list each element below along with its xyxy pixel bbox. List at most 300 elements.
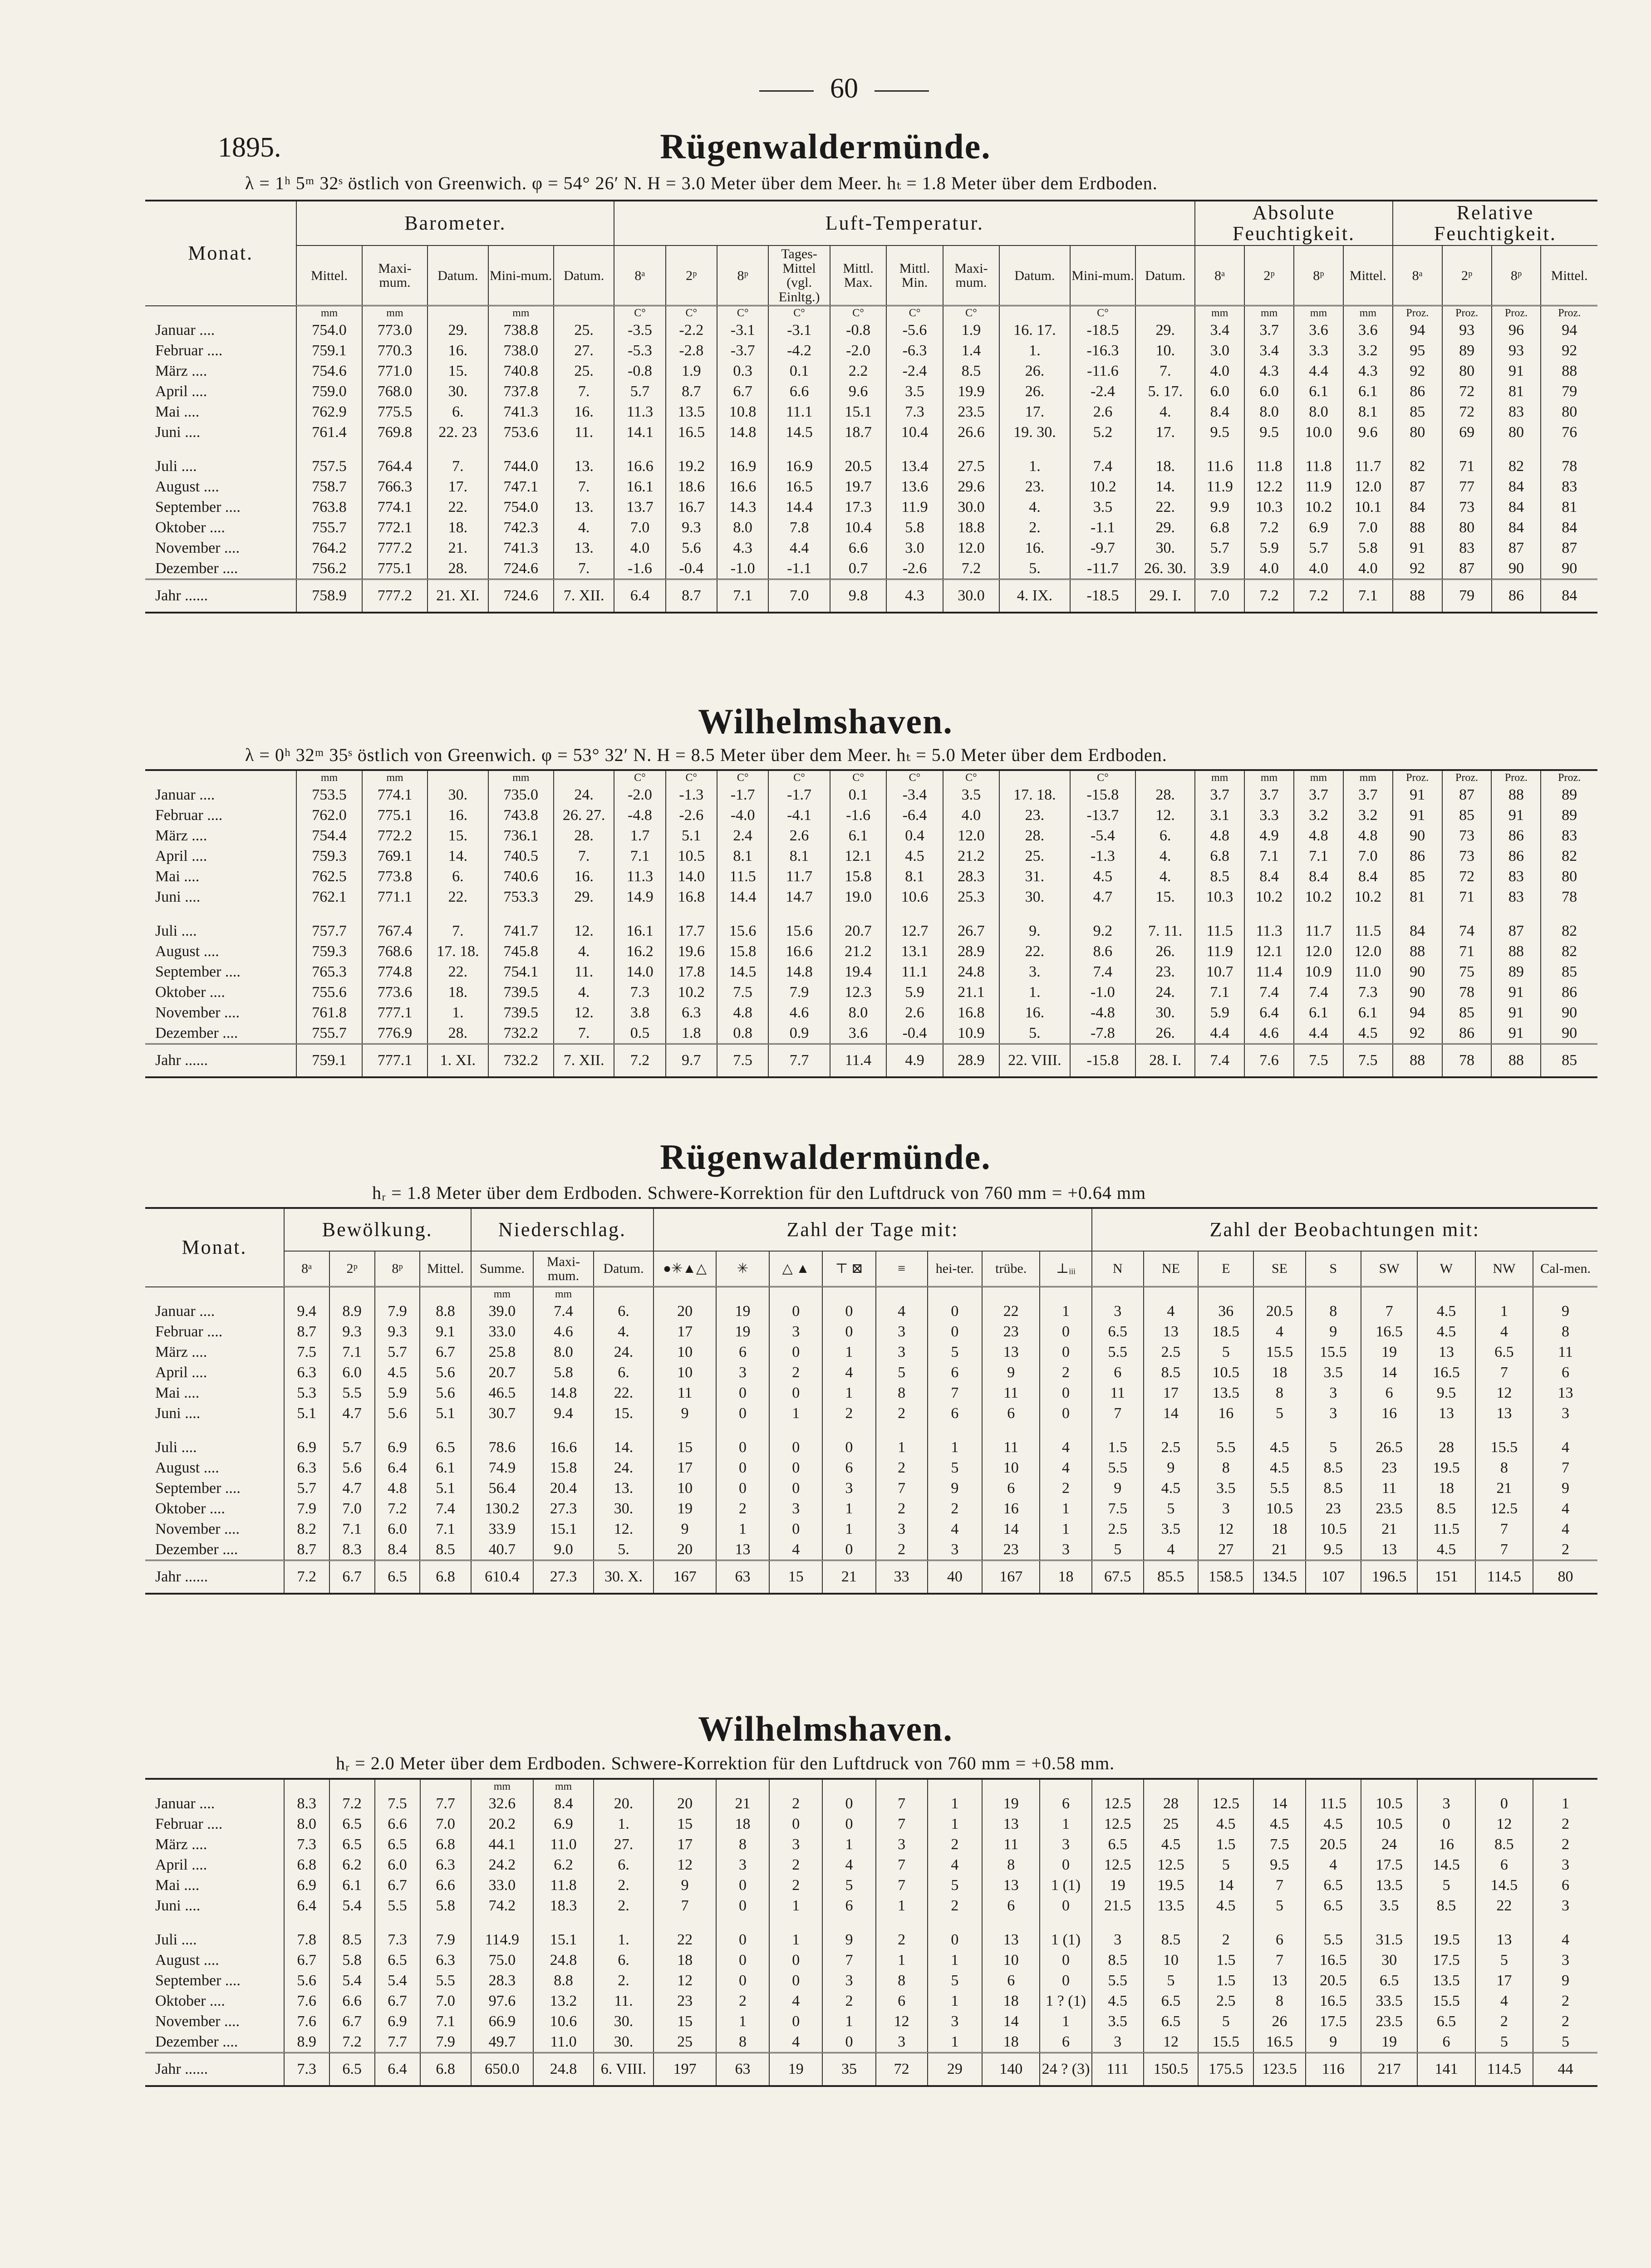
spacer: [284, 1424, 329, 1437]
table-cell: 16.6: [768, 941, 830, 962]
table-cell: 7: [654, 1895, 716, 1916]
table-cell: 3.1: [1195, 805, 1244, 825]
table-cell: 8: [1253, 1383, 1305, 1403]
month-name: August: [155, 478, 200, 495]
table-row: [145, 887, 1597, 907]
table-cell: 9.4: [533, 1403, 594, 1424]
table-cell: 3: [928, 1539, 982, 1561]
table-cell: -5.6: [886, 320, 943, 340]
table-cell: 31.: [999, 866, 1070, 887]
table-cell: 4: [928, 1855, 982, 1875]
table-cell: 13: [1533, 1383, 1597, 1403]
table-cell: 754.6: [296, 361, 362, 381]
table-cell: 80: [1442, 517, 1492, 538]
table-cell: 30.: [1135, 538, 1195, 558]
table-cell: 83: [1492, 402, 1541, 422]
table-cell: 14.0: [666, 866, 717, 887]
table-cell: 761.4: [296, 422, 362, 442]
month-label: September ....: [155, 1479, 241, 1497]
table-cell: 30.0: [943, 497, 999, 517]
table-cell: 22: [1475, 1895, 1533, 1916]
table-cell: 6.0: [1195, 381, 1244, 402]
table-cell: 71: [1442, 941, 1492, 962]
unit-cell: [928, 1287, 982, 1301]
unit-cell: Proz.: [1492, 306, 1541, 320]
table-cell: 1.8: [666, 1023, 717, 1044]
spacer: [830, 442, 886, 456]
month-label: März ....: [155, 1836, 207, 1853]
table-cell: 2: [1040, 1362, 1091, 1383]
unit-cell: [769, 1287, 822, 1301]
table-cell: 2.6: [768, 825, 830, 846]
table-cell: 23.: [999, 476, 1070, 497]
header1-col-14: Datum.: [1135, 245, 1195, 306]
table-cell: 9.2: [1070, 921, 1135, 941]
unit-cell: [999, 771, 1070, 785]
table-cell: 5.5: [1092, 1458, 1144, 1478]
table-cell: 8.5: [420, 1539, 471, 1561]
table-cell: -1.3: [666, 785, 717, 805]
table-cell: 12.0: [943, 825, 999, 846]
unit-cell: C°: [768, 771, 830, 785]
table-cell: 22.: [999, 941, 1070, 962]
table-cell: 3.6: [830, 1023, 886, 1044]
spacer: [886, 442, 943, 456]
table-cell: 10: [654, 1478, 716, 1498]
table-cell: 2: [1533, 1991, 1597, 2011]
spacer: [1253, 1916, 1305, 1929]
table-cell: 0: [928, 1929, 982, 1950]
table-cell: 8.1: [717, 846, 768, 866]
spacer: [284, 1916, 329, 1929]
table-cell: 4.: [1135, 402, 1195, 422]
table-cell: 12.: [554, 1002, 614, 1023]
table-cell: 8.0: [717, 517, 768, 538]
page-number: 60: [717, 73, 971, 105]
month-name: Mai: [155, 1384, 180, 1401]
table-cell: -2.4: [1070, 381, 1135, 402]
unit-cell: mm: [1195, 771, 1244, 785]
table-cell: 16.: [999, 1002, 1070, 1023]
group-niederschlag: Niederschlag.: [471, 1209, 654, 1251]
table-cell: 84: [1492, 476, 1541, 497]
table-cell: 6.7: [420, 1342, 471, 1362]
table-cell: 14: [1144, 1403, 1198, 1424]
table-cell: 2.6: [1070, 402, 1135, 422]
spacer: [375, 1916, 420, 1929]
table-cell: 19.9: [943, 381, 999, 402]
table-cell: 9: [1533, 1301, 1597, 1321]
table-cell: 7: [876, 1875, 928, 1895]
table-cell: 3: [876, 1321, 928, 1342]
table-cell: 732.2: [488, 1023, 554, 1044]
unit-cell: [594, 1287, 654, 1301]
table-cell: 4: [769, 2032, 822, 2053]
spacer: [1244, 907, 1294, 921]
units-row: [145, 1780, 1597, 1793]
table-cell: 759.0: [296, 381, 362, 402]
jahr-cell: 6. VIII.: [594, 2053, 654, 2086]
table-cell: 3: [876, 2032, 928, 2053]
table-cell: 6.3: [420, 1855, 471, 1875]
table-cell: 78: [1541, 887, 1597, 907]
unit-cell: C°: [717, 306, 768, 320]
table-cell: 2: [876, 1403, 928, 1424]
table-cell: 5.7: [329, 1437, 375, 1458]
table-cell: 4.4: [1195, 1023, 1244, 1044]
table-cell: 6.5: [375, 1834, 420, 1855]
table-cell: 1: [822, 1383, 875, 1403]
table-cell: 5.7: [614, 381, 665, 402]
spacer: [1475, 1424, 1533, 1437]
table-cell: 764.4: [362, 456, 427, 476]
table-cell: 0: [822, 1814, 875, 1834]
table-cell: 4.5: [375, 1362, 420, 1383]
jahr-cell: 777.2: [362, 579, 427, 612]
table-cell: 26.: [999, 381, 1070, 402]
table-3-frame: [145, 1207, 1597, 1595]
unit-cell: C°: [666, 771, 717, 785]
table-cell: 15.5: [1198, 2032, 1253, 2053]
table-cell: 3: [1092, 1929, 1144, 1950]
spacer: [594, 1916, 654, 1929]
group-zahl-der-tage: Zahl der Tage mit:: [654, 1209, 1091, 1251]
jahr-cell: 6.8: [420, 2053, 471, 2086]
table-cell: 9.5: [1417, 1383, 1475, 1403]
table-cell: 24.: [594, 1342, 654, 1362]
table-cell: 12: [1475, 1383, 1533, 1403]
table-cell: 1.5: [1198, 1970, 1253, 1991]
table-cell: 11: [982, 1383, 1040, 1403]
table-cell: 0.8: [717, 1023, 768, 1044]
month-label: März ....: [155, 827, 207, 844]
table-cell: 5: [1306, 1437, 1361, 1458]
table-cell: 8.2: [284, 1519, 329, 1539]
table-cell: 9.: [999, 921, 1070, 941]
table-cell: 7.1: [329, 1342, 375, 1362]
table-cell: 9: [654, 1403, 716, 1424]
table-cell: 4.3: [717, 538, 768, 558]
header1-col-1: Maxi-mum.: [362, 245, 427, 306]
table-cell: 74: [1442, 921, 1492, 941]
table-cell: 2: [1475, 2011, 1533, 2032]
table-cell: 13: [982, 1814, 1040, 1834]
table-cell: 71: [1442, 887, 1492, 907]
table-cell: 2.5: [1144, 1437, 1198, 1458]
table-cell: 11: [1361, 1478, 1417, 1498]
table-cell: 2.2: [830, 361, 886, 381]
table-cell: 87: [1541, 538, 1597, 558]
table-cell: 10.4: [886, 422, 943, 442]
month-label: April ....: [155, 1364, 207, 1381]
jahr-cell: 9.8: [830, 579, 886, 612]
table-cell: 10.6: [533, 2011, 594, 2032]
table-cell: 2: [876, 1458, 928, 1478]
table-cell: 66.9: [471, 2011, 534, 2032]
jahr-label: Jahr ......: [145, 1561, 284, 1593]
table-cell: 0: [822, 2032, 875, 2053]
table-cell: 13.5: [1361, 1875, 1417, 1895]
table-cell: 2.6: [886, 1002, 943, 1023]
spacer: [554, 442, 614, 456]
month-name: September: [155, 1972, 221, 1989]
spacer: [768, 442, 830, 456]
spacer: [876, 1424, 928, 1437]
table-cell: 21.1: [943, 982, 999, 1002]
table-cell: 0: [1417, 1814, 1475, 1834]
table-cell: 9.6: [830, 381, 886, 402]
jahr-label: Jahr ......: [145, 2053, 284, 2086]
table-cell: 19: [654, 1498, 716, 1519]
table-cell: 30.: [594, 2032, 654, 2053]
table-cell: 27.5: [943, 456, 999, 476]
table-cell: 12.5: [1092, 1793, 1144, 1814]
table-cell: 7.0: [420, 1814, 471, 1834]
table-cell: 3.4: [1244, 340, 1294, 361]
month-name: Februar: [155, 342, 203, 359]
table-cell: 6.2: [329, 1855, 375, 1875]
spacer-row: [145, 1424, 1597, 1437]
table-cell: 12.0: [1343, 941, 1393, 962]
table-cell: 6.5: [329, 1814, 375, 1834]
table-cell: 30.: [427, 785, 488, 805]
table-cell: 6: [716, 1342, 769, 1362]
table-cell: 7.9: [420, 2032, 471, 2053]
table-cell: 7: [876, 1814, 928, 1834]
table-cell: 6: [1253, 1929, 1305, 1950]
table-cell: 4: [1533, 1498, 1597, 1519]
unit-cell: [876, 1287, 928, 1301]
table-cell: 93: [1442, 320, 1492, 340]
table-cell: 28: [1144, 1793, 1198, 1814]
jahr-cell: 7.2: [1294, 579, 1343, 612]
table-cell: 13.5: [1417, 1970, 1475, 1991]
month-label: November ....: [155, 2013, 240, 2030]
table-cell: 0.7: [830, 558, 886, 579]
table-cell: 1 (1): [1040, 1929, 1091, 1950]
table-cell: 14.7: [768, 887, 830, 907]
table-cell: 0: [769, 2011, 822, 2032]
jahr-cell: 7.7: [768, 1044, 830, 1077]
table-cell: 2: [876, 1498, 928, 1519]
table-cell: 766.3: [362, 476, 427, 497]
table-cell: 2: [769, 1855, 822, 1875]
spacer: [554, 907, 614, 921]
table-cell: 83: [1541, 476, 1597, 497]
table-cell: 4: [1040, 1437, 1091, 1458]
jahr-name: Jahr: [155, 1052, 181, 1069]
jahr-cell: 88: [1491, 1044, 1541, 1077]
table-cell: 1: [928, 1950, 982, 1970]
table-cell: 29.: [1135, 517, 1195, 538]
table-cell: 24.2: [471, 1855, 534, 1875]
table-cell: 17.7: [666, 921, 717, 941]
month-label: April ....: [155, 1856, 207, 1873]
spacer-row: [145, 1916, 1597, 1929]
table-row: [145, 1793, 1597, 1814]
table-cell: 6: [1092, 1362, 1144, 1383]
jahr-cell: 777.1: [362, 1044, 427, 1077]
table-cell: 15.: [427, 361, 488, 381]
table-cell: 7.5: [1253, 1834, 1305, 1855]
table-cell: 17: [654, 1458, 716, 1478]
table-cell: 72: [1442, 866, 1492, 887]
table-cell: 9.3: [666, 517, 717, 538]
table-cell: 13.5: [666, 402, 717, 422]
table-cell: 759.1: [296, 340, 362, 361]
month-label: Oktober ....: [155, 519, 225, 536]
table-cell: 3: [1306, 1403, 1361, 1424]
table-cell: 9.5: [1195, 422, 1244, 442]
table-cell: 11.5: [1343, 921, 1393, 941]
table-cell: 89: [1491, 962, 1541, 982]
table-cell: 19.4: [830, 962, 886, 982]
table-cell: 0: [716, 1478, 769, 1498]
table-cell: 87: [1442, 558, 1492, 579]
table-cell: 772.2: [362, 825, 427, 846]
table-cell: 10.2: [1343, 887, 1393, 907]
table-cell: 20.4: [533, 1478, 594, 1498]
table-cell: 6.6: [420, 1875, 471, 1895]
table-cell: 775.1: [362, 558, 427, 579]
table-cell: 7.5: [375, 1793, 420, 1814]
table-cell: 24.: [594, 1458, 654, 1478]
section-title-1: Rügenwaldermünde.: [660, 127, 991, 166]
table-cell: 4.8: [375, 1478, 420, 1498]
table-cell: 13: [1475, 1403, 1533, 1424]
table-cell: 16.5: [1306, 1950, 1361, 1970]
table-cell: 10: [982, 1458, 1040, 1478]
table-cell: 2: [1533, 1814, 1597, 1834]
table-cell: 69: [1442, 422, 1492, 442]
table-cell: 1.: [999, 982, 1070, 1002]
table-cell: 13.5: [1198, 1383, 1253, 1403]
table-cell: 7.2: [943, 558, 999, 579]
month-label: August ....: [155, 1459, 219, 1476]
table-cell: 22.: [427, 497, 488, 517]
table-cell: 3: [1092, 1301, 1144, 1321]
spacer: [1417, 1916, 1475, 1929]
table-cell: 6.1: [830, 825, 886, 846]
table-row: [145, 846, 1597, 866]
spacer: [1195, 907, 1244, 921]
table-cell: 13.: [554, 497, 614, 517]
table-cell: 1: [876, 1437, 928, 1458]
table-cell: 6.7: [284, 1950, 329, 1970]
table-cell: 3.7: [1244, 320, 1294, 340]
table-cell: 12.5: [1198, 1793, 1253, 1814]
jahr-cell: 8.7: [666, 579, 717, 612]
table-cell: 15.5: [1475, 1437, 1533, 1458]
table-row: [145, 422, 1597, 442]
table-cell: 29.6: [943, 476, 999, 497]
table-cell: 9.3: [375, 1321, 420, 1342]
table-cell: 12.: [554, 921, 614, 941]
month-name: Januar: [155, 1795, 196, 1812]
month-label: November ....: [155, 539, 240, 556]
table-cell: 88: [1393, 517, 1442, 538]
table-cell: 85: [1393, 402, 1442, 422]
table-cell: -1.0: [1070, 982, 1135, 1002]
month-name: April: [155, 847, 188, 864]
unit-cell: Proz.: [1442, 771, 1492, 785]
table-cell: 1: [876, 1950, 928, 1970]
jahr-cell: 29: [928, 2053, 982, 2086]
unit-cell: [822, 1287, 875, 1301]
table-row: [145, 1321, 1597, 1342]
table-cell: 6: [1417, 2032, 1475, 2053]
header1-col-0: Mittel.: [296, 245, 362, 306]
table-cell: 6.5: [1475, 1342, 1533, 1362]
table-cell: 10.4: [830, 517, 886, 538]
table-row: [145, 1929, 1597, 1950]
table-cell: 3: [876, 1342, 928, 1362]
header3-col-15: N: [1092, 1251, 1144, 1287]
table-cell: 4.0: [1195, 361, 1244, 381]
table-cell: 29.: [554, 887, 614, 907]
jahr-cell: 7.5: [1343, 1044, 1393, 1077]
unit-cell: mm: [488, 306, 554, 320]
table-cell: 5.9: [1195, 1002, 1244, 1023]
table-cell: 5.1: [420, 1403, 471, 1424]
table-cell: -5.3: [614, 340, 665, 361]
unit-cell: C°: [614, 771, 665, 785]
table-cell: 11.3: [614, 866, 665, 887]
table-cell: 1: [1475, 1301, 1533, 1321]
table-row: [145, 2011, 1597, 2032]
table-cell: 7.9: [768, 982, 830, 1002]
table-cell: 8.5: [1306, 1458, 1361, 1478]
table-cell: 0: [928, 1301, 982, 1321]
table-cell: 7.1: [1294, 846, 1343, 866]
table-cell: 81: [1393, 887, 1442, 907]
spacer: [1442, 907, 1492, 921]
table-cell: 12.5: [1475, 1498, 1533, 1519]
jahr-cell: 84: [1541, 579, 1597, 612]
jahr-cell: 79: [1442, 579, 1492, 612]
unit-cell: [1144, 1780, 1198, 1793]
table-cell: 7.9: [375, 1301, 420, 1321]
table-cell: 4.0: [1343, 558, 1393, 579]
unit-cell: mm: [296, 306, 362, 320]
jahr-cell: 1. XI.: [427, 1044, 488, 1077]
table-cell: 4.5: [1253, 1437, 1305, 1458]
spacer: [999, 442, 1070, 456]
table-cell: 3: [1533, 1403, 1597, 1424]
table-cell: 9: [1144, 1458, 1198, 1478]
table-cell: 15.1: [533, 1519, 594, 1539]
table-cell: 4: [1144, 1539, 1198, 1561]
table-cell: 12: [1475, 1814, 1533, 1834]
table-cell: 740.6: [488, 866, 554, 887]
table-cell: 5.7: [1195, 538, 1244, 558]
table-cell: 22: [982, 1301, 1040, 1321]
table-cell: 8.5: [1144, 1929, 1198, 1950]
table-cell: 2.: [594, 1875, 654, 1895]
table-cell: 5.9: [375, 1383, 420, 1403]
table-cell: 1: [1040, 1814, 1091, 1834]
table-cell: 1: [822, 2011, 875, 2032]
month-name: April: [155, 383, 188, 400]
table-cell: 8.1: [1343, 402, 1393, 422]
table-cell: 3.5: [1198, 1478, 1253, 1498]
table-cell: 20.5: [1306, 1834, 1361, 1855]
table-cell: 759.3: [296, 941, 362, 962]
table-cell: 90: [1492, 558, 1541, 579]
jahr-cell: 6.5: [375, 1561, 420, 1593]
table-cell: 1: [769, 1403, 822, 1424]
table-cell: 10.5: [1253, 1498, 1305, 1519]
